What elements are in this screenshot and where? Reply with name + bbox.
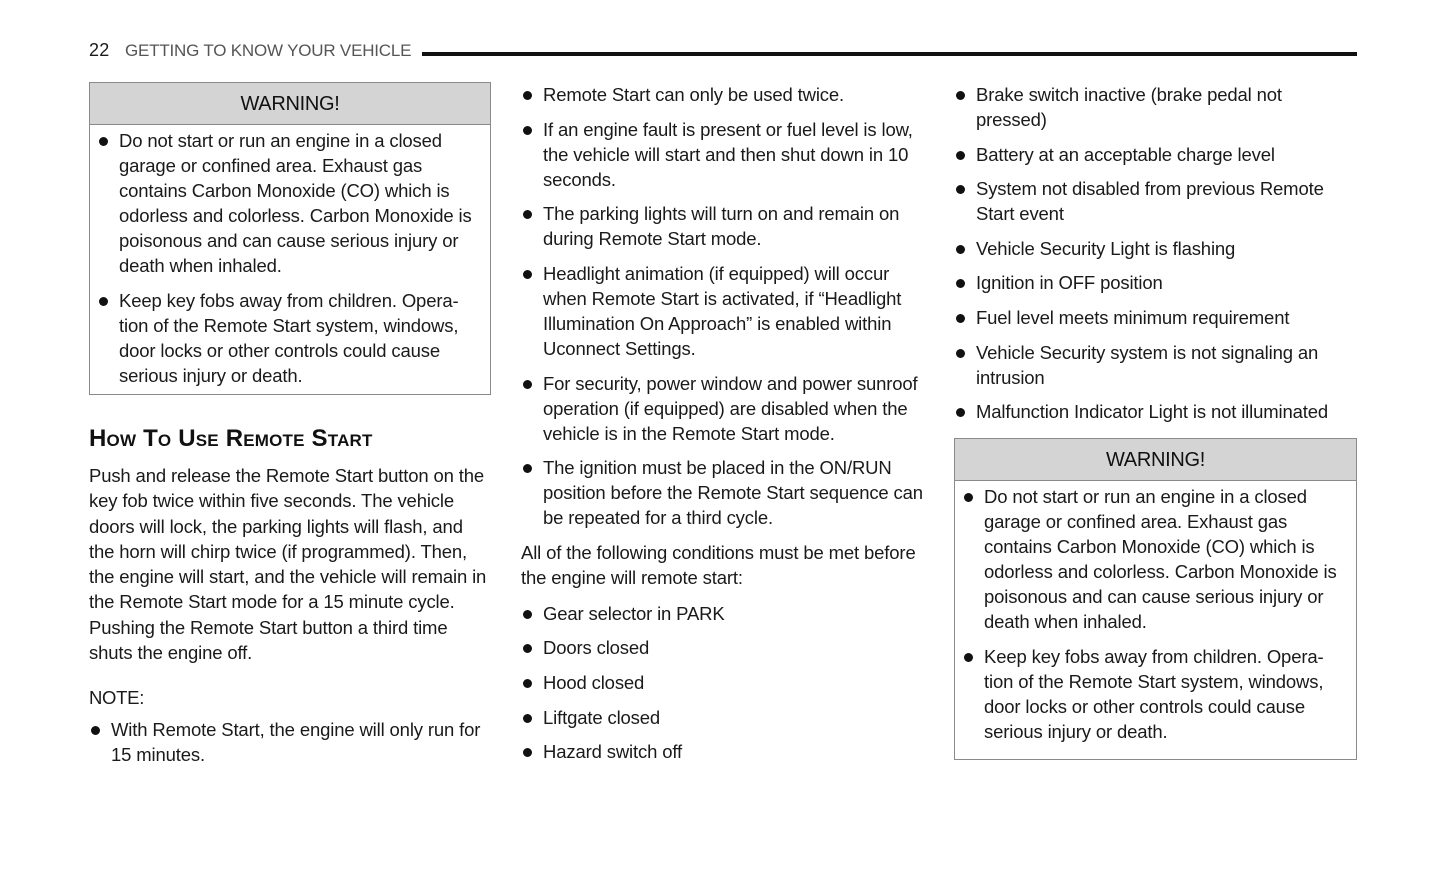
condition-item: Liftgate closed (521, 705, 926, 730)
section-title: How To Use Remote Start (89, 425, 373, 452)
condition-item: Malfunction Indicator Light is not illuminated (954, 399, 1357, 424)
condition-item: System not disabled from previous Remote Start event (954, 176, 1357, 226)
condition-item: Ignition in OFF position (954, 270, 1357, 295)
warning-list (97, 128, 482, 388)
condition-item: Vehicle Security system is not signaling an intrusion (954, 340, 1357, 390)
instructions-paragraph: Push and release the Remote Start button on the key fob twice within five seconds. The vehicle doors will lock, the parking lights will flash, and the horn will chirp twice (if programmed). Then, the engine will start, and the vehicle will remain in the Remote Start mode for a 15 minute cycle. Pushing the Remote Start button a third time shuts the engine off. (89, 465, 487, 664)
list-item: Headlight animation (if equipped) will occur when Remote Start is activated, if “Headlight Illumination On Approach” is enabled within Uconnect Settings. (521, 261, 926, 361)
running-title: GETTING TO KNOW YOUR VEHICLE (125, 41, 412, 60)
condition-item: Vehicle Security Light is flashing (954, 236, 1357, 261)
list-item: The ignition must be placed in the ON/RUN position before the Remote Start sequence can be repeated for a third cycle. (521, 455, 926, 530)
condition-item: Hazard switch off (521, 739, 926, 764)
warning-item: Do not start or run an engine in a closed garage or confined area. Exhaust gas contains Carbon Monoxide (CO) which is odorless and colorless. Carbon Monoxide is poisonous and can cause serious injury or death when inhaled. (97, 128, 482, 278)
column-2 (521, 82, 926, 774)
condition-item: Fuel level meets minimum requirement (954, 305, 1357, 330)
list-item: The parking lights will turn on and remain on during Remote Start mode. (521, 201, 926, 251)
condition-item: Hood closed (521, 670, 926, 695)
condition-item: Brake switch inactive (brake pedal not pressed) (954, 82, 1357, 132)
header-rule (422, 52, 1357, 56)
note-label: NOTE: (89, 687, 145, 709)
warning-title: WARNING! (90, 83, 490, 125)
conditions-intro: All of the following conditions must be met before the engine will remote start: (521, 542, 916, 589)
conditions-list-continued (954, 82, 1357, 424)
remote-start-notes-list (521, 82, 926, 530)
note-item: With Remote Start, the engine will only run for 15 minutes. (89, 717, 491, 767)
conditions-list (521, 601, 926, 765)
column-1 (89, 82, 491, 767)
note-list (89, 717, 491, 767)
warning-item: Keep key fobs away from children. Opera-tion of the Remote Start system, windows, door locks or other controls could cause serious injury or death. (962, 644, 1348, 744)
list-item: For security, power window and power sunroof operation (if equipped) are disabled when the vehicle is in the Remote Start mode. (521, 371, 926, 446)
condition-item: Battery at an acceptable charge level (954, 142, 1357, 167)
warning-item: Do not start or run an engine in a closed garage or confined area. Exhaust gas contains Carbon Monoxide (CO) which is odorless and colorless. Carbon Monoxide is poisonous and can cause serious injury or death when inhaled. (962, 484, 1348, 634)
warning-list (962, 484, 1348, 744)
list-item: Remote Start can only be used twice. (521, 82, 926, 107)
page-number: 22 (89, 40, 110, 60)
list-item: If an engine fault is present or fuel level is low, the vehicle will start and then shut down in 10 seconds. (521, 117, 926, 192)
warning-box (954, 438, 1357, 760)
warning-title: WARNING! (955, 439, 1356, 481)
warning-box (89, 82, 491, 395)
page-header (89, 37, 1357, 63)
warning-item: Keep key fobs away from children. Opera-tion of the Remote Start system, windows, door locks or other controls could cause serious injury or death. (97, 288, 482, 388)
condition-item: Gear selector in PARK (521, 601, 926, 626)
column-3 (954, 82, 1357, 760)
condition-item: Doors closed (521, 635, 926, 660)
